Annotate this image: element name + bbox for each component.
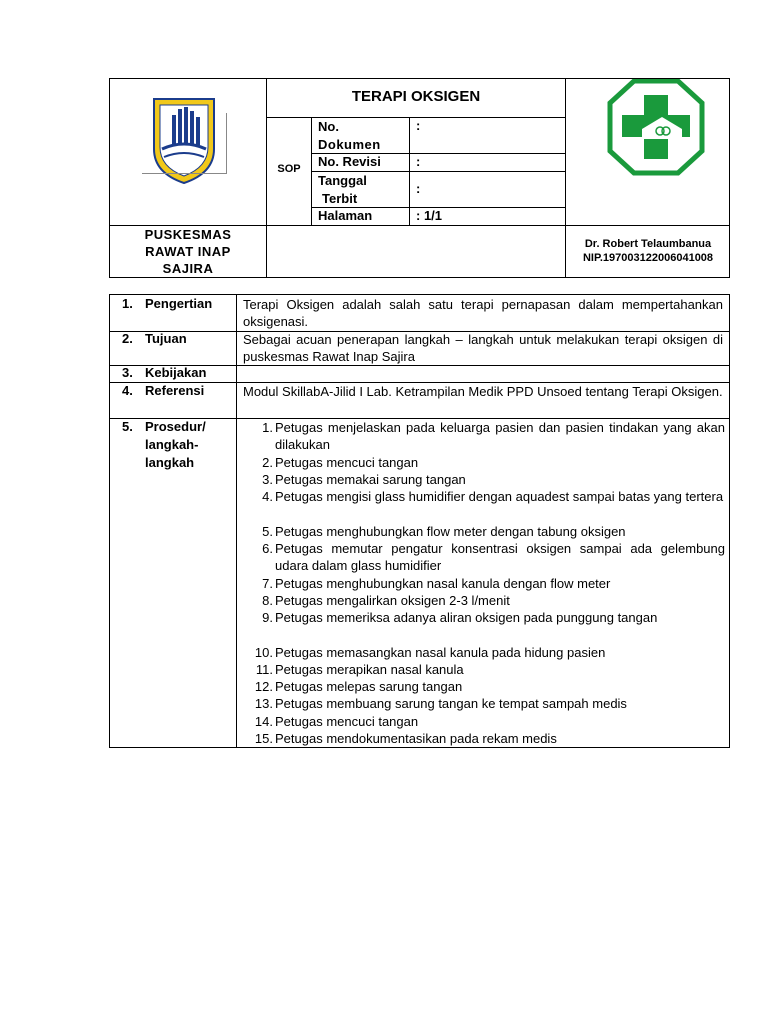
page-label: Halaman [318, 208, 373, 223]
puskesmas-logo [604, 79, 708, 179]
step-item: 1. Petugas menjelaskan pada keluarga pasien dan pasien tindakan yang akan dilakukan [262, 420, 725, 452]
issued-label: Tanggal Terbit [318, 173, 367, 206]
issued-value: : [416, 181, 421, 196]
page-value: : 1/1 [416, 208, 443, 223]
step-item: 8. Petugas mengalirkan oksigen 2-3 l/menit [262, 593, 510, 608]
section-title-referensi: Referensi [145, 383, 205, 398]
document-title: TERAPI OKSIGEN [351, 88, 481, 105]
section-title-pengertian: Pengertian [145, 296, 213, 311]
step-item: 3. Petugas memakai sarung tangan [262, 472, 466, 487]
section-number: 1. [122, 296, 133, 311]
doc-no-label: No. Dokumen [318, 119, 381, 152]
section-title-prosedur: Prosedur/ langkah- langkah [145, 419, 206, 470]
step-item: 7. Petugas menghubungkan nasal kanula dengan flow meter [262, 576, 611, 591]
signer-info: Dr. Robert Telaumbanua NIP.197003122006041008 [582, 238, 714, 264]
section-number: 2. [122, 331, 133, 346]
revision-label: No. Revisi [318, 154, 381, 169]
regency-logo [132, 93, 236, 189]
doc-no-value: : [416, 118, 421, 133]
step-item: 4. Petugas mengisi glass humidifier dengan aquadest sampai batas yang tertera [262, 489, 724, 504]
step-item: 2. Petugas mencuci tangan [262, 455, 419, 470]
revision-value: : [416, 154, 421, 169]
sop-label: SOP [277, 163, 301, 175]
step-item: 15. Petugas mendokumentasikan pada rekam medis [254, 731, 557, 746]
organization-name: PUSKESMAS RAWAT INAP SAJIRA [144, 227, 232, 276]
step-item: 11. Petugas merapikan nasal kanula [255, 662, 464, 677]
step-item: 5. Petugas menghubungkan flow meter dengan tabung oksigen [262, 524, 626, 539]
step-item: 12. Petugas melepas sarung tangan [254, 679, 463, 694]
section-title-tujuan: Tujuan [145, 331, 187, 346]
header-table [109, 78, 730, 278]
step-item: 13. Petugas membuang sarung tangan ke tempat sampah medis [254, 696, 627, 711]
section-number: 3. [122, 365, 133, 380]
section-title-kebijakan: Kebijakan [145, 365, 207, 380]
purpose-text: Sebagai acuan penerapan langkah – langkah untuk melakukan terapi oksigen di puskesmas Rawat Inap Sajira [243, 332, 723, 364]
section-number: 5. [122, 419, 133, 434]
procedure-table [109, 294, 730, 748]
definition-text: Terapi Oksigen adalah salah satu terapi pernapasan dalam mempertahankan oksigenasi. [243, 297, 723, 329]
step-item: 14. Petugas mencuci tangan [254, 714, 419, 729]
reference-text: Modul SkillabA-Jilid I Lab. Ketrampilan Medik PPD Unsoed tentang Terapi Oksigen. [243, 384, 723, 399]
step-item: 6. Petugas memutar pengatur konsentrasi oksigen sampai ada gelembung udara dalam glass humidifier [262, 541, 725, 573]
step-item: 10. Petugas memasangkan nasal kanula pada hidung pasien [254, 645, 606, 660]
step-item: 9. Petugas memeriksa adanya aliran oksigen pada punggung tangan [262, 610, 658, 625]
section-number: 4. [122, 383, 133, 398]
